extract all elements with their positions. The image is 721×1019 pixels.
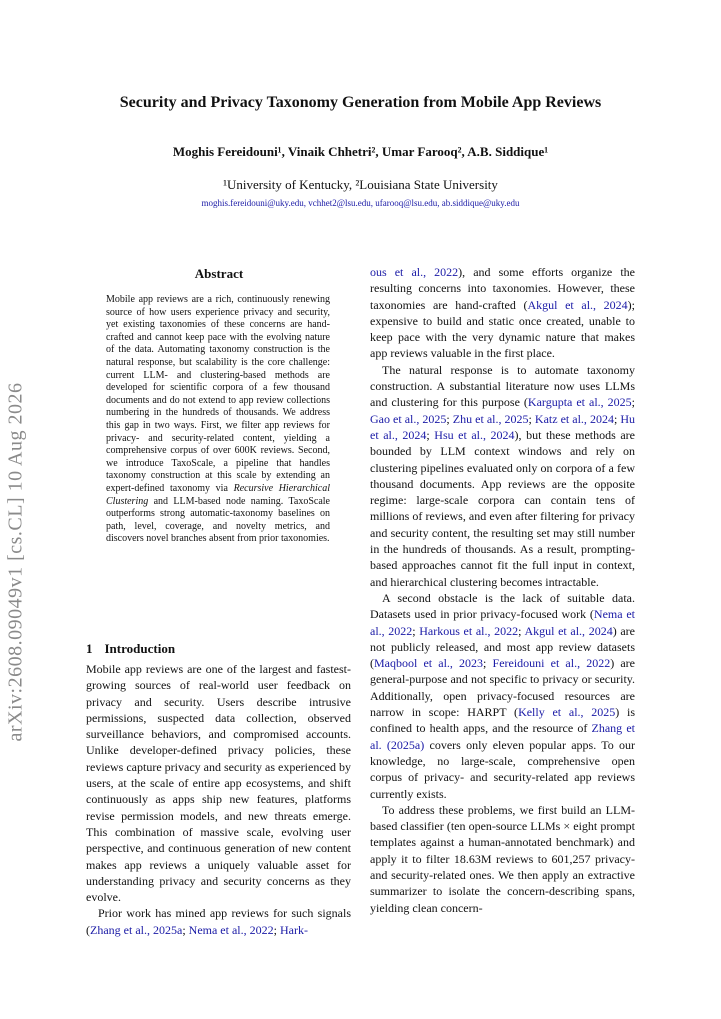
- section-title: Introduction: [104, 641, 176, 656]
- affiliations: ¹University of Kentucky, ²Louisiana State University: [223, 177, 498, 192]
- citation-link[interactable]: Zhu et al., 2025: [452, 411, 529, 426]
- citation-link[interactable]: Zhang et al., 2025a: [90, 922, 183, 937]
- abstract-heading: Abstract: [194, 266, 244, 281]
- citation-link[interactable]: Maqbool et al., 2023: [374, 656, 484, 671]
- citation-link[interactable]: ous et al., 2022: [370, 265, 459, 279]
- intro-paragraph: [370, 590, 635, 802]
- citation-link[interactable]: Akgul et al., 2024: [524, 623, 613, 638]
- citation-separator: ;: [273, 922, 280, 937]
- intro-paragraph: Mobile app reviews are one of the largest and fastest-growing sources of real-world user feedback on privacy and security. Users describe intrusive permissions, suspected data collection, observed surveillance behaviors, and compromised accounts. Unlike developer-defined privacy policies, these reviews capture privacy and security as experienced by users, at the scale of entire app ecosystems, and shift continuously as apps ship new features, platforms revise permission models, and new threats emerge. This combination of massive scale, evolving user perspective, and continuous generation of new content makes app reviews a uniquely valuable asset for understanding privacy and security concerns as they evolve.: [86, 662, 351, 905]
- paper-title: Security and Privacy Taxonomy Generation from Mobile App Reviews: [119, 94, 602, 111]
- paragraph-text: A second obstacle is the lack of suitable data. Datasets used in prior privacy-focused work (: [370, 590, 635, 622]
- paragraph-text: ), and some efforts organize the resulting concerns into taxonomies. However, these taxonomies are hand-crafted (: [370, 265, 635, 312]
- citation-link[interactable]: Kargupta et al., 2025: [527, 395, 632, 410]
- author-list: Moghis Fereidouni¹, Vinaik Chhetri², Umar Farooq², A.B. Siddique¹: [172, 144, 549, 159]
- section-number: 1: [86, 641, 93, 656]
- paragraph-text: ) are general-purpose and not specific to privacy or security. Additionally, open privacy-focused resources are narrow in scope: HARPT (: [370, 656, 635, 720]
- citation-link[interactable]: Harkous et al., 2022: [419, 623, 519, 638]
- citation-separator: ;: [518, 623, 525, 638]
- citation-link[interactable]: Nema et al., 2022: [370, 607, 636, 638]
- paragraph-text: covers only eleven popular apps. To our knowledge, no large-scale, comprehensive open corpus of privacy- and security-related app reviews currently exists.: [370, 737, 635, 801]
- citation-link[interactable]: Katz et al., 2024: [534, 411, 614, 426]
- arxiv-stamp-text: arXiv:2608.09049v1 [cs.CL] 10 Aug 2026: [4, 382, 27, 742]
- citation-link[interactable]: Gao et al., 2025: [370, 411, 447, 426]
- section-heading: [86, 641, 175, 657]
- citation-separator: ;: [182, 922, 189, 937]
- citation-link[interactable]: Hsu et al., 2024: [434, 427, 515, 442]
- paragraph-text: ) are not publicly released, and most app review datasets (: [370, 623, 635, 671]
- citation-separator: ;: [528, 411, 535, 426]
- citation-link[interactable]: Nema et al., 2022: [188, 922, 274, 937]
- citation-separator: ;: [483, 656, 493, 671]
- citation-separator: ;: [613, 411, 621, 426]
- right-column-body: [370, 264, 635, 916]
- abstract-text-part: and LLM-based node naming. TaxoScale outperforms strong automatic-taxonomy baselines on path, level, coverage, and novelty metrics, and discovers novel branches absent from prior taxonomies.: [106, 495, 330, 545]
- citation-link[interactable]: Zhang et al. (2025a): [370, 721, 635, 752]
- intro-paragraph: [370, 362, 635, 590]
- citation-separator: ;: [631, 395, 635, 410]
- citation-link[interactable]: Hark-: [279, 922, 308, 937]
- citation-link[interactable]: Kelly et al., 2025: [518, 705, 616, 720]
- intro-paragraph: [86, 905, 351, 938]
- abstract-emphasis: Recursive Hierarchical Clustering: [106, 482, 330, 507]
- intro-paragraph: To address these problems, we first build an LLM-based classifier (ten open-source LLMs × eight prompt templates against a human-annotated benchmark) and apply it to filter 18.63M reviews to 601,257 privacy- and security-related ones. We then apply an extractive summarizer to isolate the concern-describing spans, yielding clean concern-: [370, 802, 635, 915]
- paragraph-text: The natural response is to automate taxonomy construction. A substantial literature now uses LLMs and clustering for this purpose (: [370, 362, 635, 410]
- citation-separator: ;: [412, 623, 420, 638]
- citation-separator: ;: [446, 411, 453, 426]
- citation-link[interactable]: Hu et al., 2024: [370, 411, 636, 442]
- citation-separator: ;: [426, 427, 435, 442]
- abstract-body: [106, 294, 330, 546]
- paragraph-text: ), but these methods are bounded by LLM context windows and rely on clustering pipelines evaluated only on corpora of a few thousand documents. App reviews are the opposite regime: large-scale corpora can contain tens of millions of reviews, and even after filtering for privacy and security content, the resulting set may still number in the hundreds of thousands. As a result, prompting-based approaches cannot fit the full input in context, and hierarchical clustering becomes intractable.: [370, 427, 635, 589]
- author-emails[interactable]: moghis.fereidouni@uky.edu, vchhet2@lsu.edu, ufarooq@lsu.edu, ab.siddique@uky.edu: [201, 198, 520, 208]
- citation-link[interactable]: Fereidouni et al., 2022: [492, 656, 611, 671]
- paragraph-text: ) is confined to health apps, and the resource of: [370, 705, 636, 736]
- intro-paragraph: [370, 264, 635, 362]
- paragraph-text: ); expensive to build and static once created, unable to keep pace with the very dynamic nature that makes app reviews valuable in the first place.: [370, 297, 635, 361]
- citation-link[interactable]: Akgul et al., 2024: [527, 297, 628, 312]
- paragraph-text: Prior work has mined app reviews for such signals (: [86, 906, 351, 937]
- left-column-body: [86, 661, 351, 938]
- abstract-text-part: Mobile app reviews are a rich, continuously renewing source of how users experience privacy and security, yet existing taxonomies of these concerns are hand-crafted and cannot keep pace with the evolving nature of the data. Automating taxonomy construction is the natural response, but scalability is the core challenge: current LLM- and clustering-based methods are developed for scientific corpora of a few thousand documents and do not extend to app review collections numbering in the hundreds of thousands. We address this gap in two ways. First, we filter app reviews for privacy- and security-related content, yielding a comprehensive corpus of over 600K reviews. Second, we introduce TaxoScale, a pipeline that handles taxonomy construction at this scale by extending an expert-defined taxonomy via: [106, 294, 330, 494]
